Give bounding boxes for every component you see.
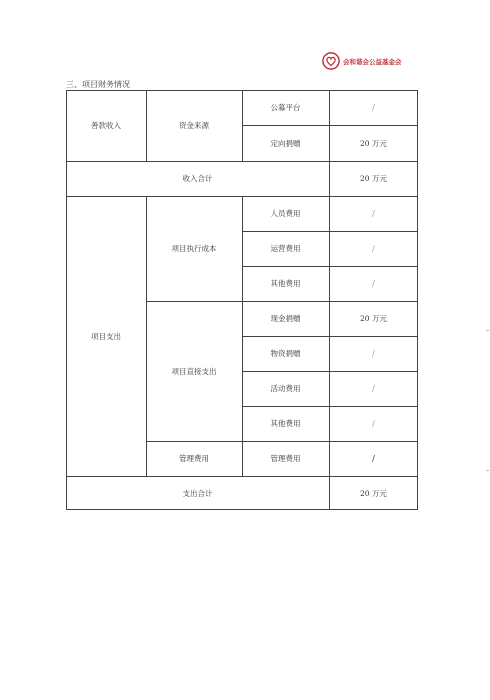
expense-value: / [372,384,375,393]
section-title: 三、项目财务情况 [66,80,130,89]
expense-item: 人员费用 [270,209,301,218]
income-label: 善款收入 [91,121,121,130]
expense-total-label: 支出合计 [182,488,213,498]
expense-value: / [372,419,375,428]
heart-logo-icon [322,52,340,70]
expense-item: 现金捐赠 [270,314,301,323]
expense-value: / [372,279,375,288]
expense-group-execution-cost: 项目执行成本 [171,244,217,253]
finance-table [66,90,418,510]
income-item-directed-donation: 定向捐赠 [270,138,301,148]
expense-total-value: 20 万元 [360,488,387,498]
expense-item: 其他费用 [270,419,301,428]
expense-item: 活动费用 [270,384,301,393]
income-source-label: 资金来源 [179,121,209,130]
expense-item: 管理费用 [270,454,301,463]
expense-value: / [372,209,375,218]
expense-value: / [372,244,375,253]
income-total-value: 20 万元 [360,174,387,183]
income-value-public-platform: / [372,103,375,112]
expense-value: 20 万元 [360,314,387,323]
income-total-label: 收入合计 [182,174,213,183]
scan-mark [486,330,489,331]
expense-value: / [372,454,375,463]
expense-label: 项目支出 [91,331,121,341]
income-item-public-platform: 公募平台 [270,103,301,112]
org-name: 会和谐会公益基金会 [343,57,402,66]
scan-mark [486,470,489,471]
expense-group-direct-expense: 项目直接支出 [171,366,217,376]
expense-item: 运营费用 [270,244,301,253]
expense-group-management: 管理费用 [179,454,209,463]
org-logo [322,52,402,70]
expense-item: 其他费用 [270,279,301,288]
income-value-directed-donation: 20 万元 [360,138,387,148]
expense-value: / [372,349,375,358]
expense-item: 物资捐赠 [270,349,301,358]
